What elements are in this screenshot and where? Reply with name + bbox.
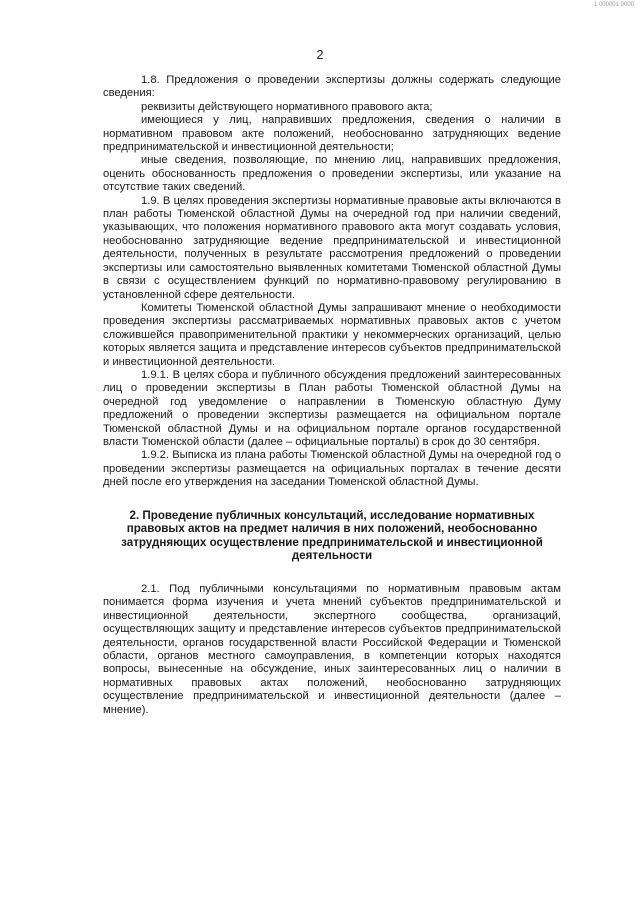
- scan-corner-mark: 1 000001 0000: [593, 2, 634, 8]
- paragraph-requisites: реквизиты действующего нормативного правового акта;: [141, 100, 433, 113]
- page-number: 2: [316, 48, 324, 62]
- paragraph-1-8: 1.8. Предложения о проведении экспертизы должны содержать следующие сведения:: [103, 74, 561, 100]
- paragraph-1-9: 1.9. В целях проведения экспертизы нормативные правовые акты включаются в план работы Тюменской областной Думы на очередной год при наличии сведений, указывающих, что положения нормативного правового акта могут создавать условия, необоснованно затрудняющие ведение предпринимательской и инвестиционной деятельности, полученных в результате рассмотрения предложений о проведении экспертизы или самостоятельно выявленных комитетами Тюменской областной Думы в связи с осуществлением функций по нормативно-правовому регулированию в установленной сфере деятельности.: [103, 194, 561, 301]
- paragraph-committees: Комитеты Тюменской областной Думы запрашивают мнение о необходимости проведения экспертизы рассматриваемых нормативных правовых актов с учетом сложившейся правоприменительной практики у некоммерческих организаций, целью которых является защита и представление интересов субъектов предпринимательской и инвестиционной деятельности.: [103, 301, 561, 368]
- section-2-heading: 2. Проведение публичных консультаций, исследование нормативных правовых актов на предмет наличия в них положений, необоснованно затрудняющих осуществление предпринимательской и инвестиционной деятельности: [121, 508, 543, 563]
- paragraph-2-1: 2.1. Под публичными консультациями по нормативным правовым актам понимается форма изучения и учета мнений субъектов предпринимательской и инвестиционной деятельности, экспертного сообщества, организаций, осуществляющих защиту и представление интересов субъектов предпринимательской деятельности, органов государственной власти Российской Федерации и Тюменской области, органов местного самоуправления, в компетенции которых находятся вопросы, вынесенные на обсуждение, иных заинтересованных лиц о наличии в нормативных правовых актах положений, необоснованно затрудняющих осуществление предпринимательской и инвестиционной деятельности (далее – мнение).: [103, 582, 561, 716]
- paragraph-available-info: имеющиеся у лиц, направивших предложения, сведения о наличии в нормативном правовом акте положений, необоснованно затрудняющих ведение предпринимательской и инвестиционной деятельности;: [103, 114, 561, 154]
- paragraph-1-9-1: 1.9.1. В целях сбора и публичного обсуждения предложений заинтересованных лиц о проведении экспертизы в План работы Тюменской областной Думы на очередной год уведомление о направлении в Тюменскую областную Думу предложений о проведении экспертизы размещается на официальном портале Тюменской областной Думы и на официальном портале органов государственной власти Тюменской области (далее – официальные порталы) в срок до 30 сентября.: [103, 368, 561, 448]
- paragraph-1-9-2: 1.9.2. Выписка из плана работы Тюменской областной Думы на очередной год о проведении экспертизы размещается на официальных порталах в течение десяти дней после его утверждения на заседании Тюменской областной Думы.: [103, 449, 561, 489]
- paragraph-other-info: иные сведения, позволяющие, по мнению лиц, направивших предложения, оценить обоснованность предложения о проведении экспертизы, или указание на отсутствие таких сведений.: [103, 154, 561, 194]
- document-body: [103, 74, 561, 717]
